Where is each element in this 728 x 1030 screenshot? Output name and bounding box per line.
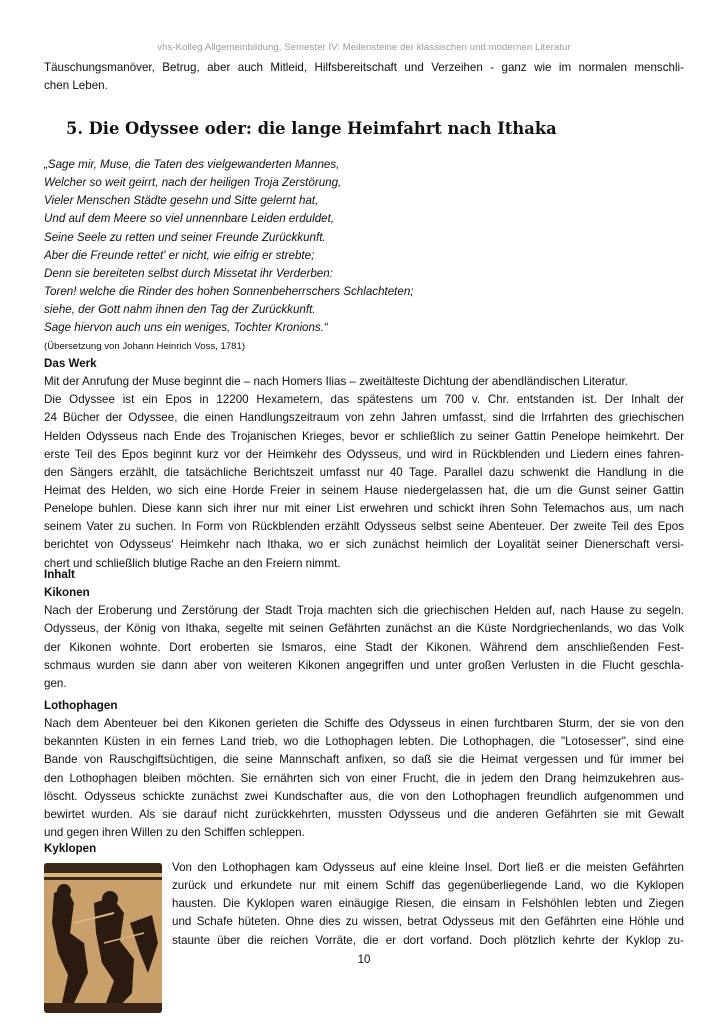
page-number: 10	[357, 954, 371, 966]
das-werk-line: Heimat des Helden, wo sich eine Horde Freier in seinem Hause niedergelassen hat, die um die Gunst seiner Gattin	[44, 484, 684, 497]
kyklopen-title-block	[44, 840, 684, 858]
poem-line: Denn sie bereiteten selbst durch Missetat ihr Verderben:	[44, 266, 333, 280]
poem-line: Seine Seele zu retten und seiner Freunde Zurückkunft.	[44, 230, 326, 244]
lothophagen-line: Nach dem Abenteuer bei den Kikonen gerieten die Schiffe des Odysseus in einen furchtbaren Sturm, der sie von den	[44, 717, 684, 731]
lothophagen-line: bewirtet wurden. Als sie darauf nicht zurückkehrten, mussten Odysseus und die anderen Gefährten sie mit Gewalt	[44, 807, 684, 821]
kyklopen-line: zurück und erkundete nur mit einem Schiff das gegenüberliegende Land, wo die Kyklopen	[172, 879, 684, 893]
kikonen-line: gen.	[44, 676, 67, 690]
inhalt-title: Inhalt	[44, 568, 75, 581]
kikonen-line: Odysseus, der König von Ithaka, segelte mit seinen Gefährten zunächst an die Küste Nordgriechenlands, wo das Volk	[44, 622, 684, 636]
poem-line: Toren! welche die Rinder des hohen Sonnenbeherrschers Schlachteten;	[44, 285, 414, 299]
das-werk-line: Mit der Anrufung der Muse beginnt die – nach Homers Ilias – zweitälteste Dichtung der abendländischen Literatur.	[44, 375, 628, 389]
das-werk-section	[44, 355, 684, 573]
das-werk-line: Penelope buhlen. Diese kann sich ihrer nur mit einer List erwehren und schickt ihren Sohn Telemachos aus, um nach	[44, 502, 684, 516]
translation-credit: (Übersetzung von Johann Heinrich Voss, 1781)	[44, 340, 246, 352]
kikonen-line: schmaus wurden sie dann aber von weiteren Kikonen angegriffen und unter großen Verlusten in die Flucht geschla-	[44, 658, 684, 672]
poem-line: Und auf dem Meere so viel unnennbare Leiden erduldet,	[44, 212, 335, 226]
lothophagen-title: Lothophagen	[44, 699, 118, 712]
lothophagen-section	[44, 697, 684, 842]
das-werk-line: seinem Vater zu suchen. In Form von Rückblenden erzählt Odysseus selbst seine Abenteuer. Der zweite Teil des Epos	[44, 520, 684, 534]
das-werk-line: erste Teil des Epos beginnt kurz vor der Heimkehr des Odysseus, und wird in Rückblenden und Liedern eines fahren-	[44, 447, 684, 461]
das-werk-line: Die Odyssee ist ein Epos in 12200 Hexametern, das spätestens um 700 v. Chr. entstanden ist. Der Inhalt der	[44, 393, 684, 407]
kyklopen-paragraph	[172, 859, 684, 950]
poem-line: Sage hiervon auch uns ein weniges, Tochter Kronions.“	[44, 321, 328, 335]
poem-line: siehe, der Gott nahm ihnen den Tag der Zurückkunft.	[44, 303, 316, 317]
kyklopen-line: Von den Lothophagen kam Odysseus auf eine kleine Insel. Dort ließ er die meisten Gefährten	[172, 861, 684, 874]
poem-line: „Sage mir, Muse, die Taten des vielgewanderten Mannes,	[44, 158, 340, 171]
kyklopen-title: Kyklopen	[44, 842, 97, 855]
section-heading: 5. Die Odyssee oder: die lange Heimfahrt nach Ithaka	[66, 119, 557, 138]
vase-illustration	[44, 863, 162, 1013]
das-werk-line: Helden Odysseus nach Ende des Trojanischen Krieges, bevor er schließlich zu seiner Gattin Penelope heimkehrt. Der	[44, 429, 684, 443]
intro-line: chen Leben.	[44, 79, 108, 93]
lothophagen-line: Bande von Rauschgiftsüchtigen, die seine Mannschaft anfixen, so daß sie die Heimat vergessen und für immer bei	[44, 753, 684, 767]
kikonen-line: Nach der Eroberung und Zerstörung der Stadt Troja machten sich die griechischen Helden auf, nach Hause zu segeln.	[44, 604, 684, 618]
poem-line: Vieler Menschen Städte gesehn und Sitte gelernt hat,	[44, 194, 319, 208]
cyclops-vase-image	[44, 863, 162, 1013]
das-werk-line: den Sängers erzählt, die tatsächliche Berichtszeit umfasst nur 40 Tage. Parallel dazu schwenkt die Handlung in die	[44, 465, 684, 479]
kyklopen-line: und Schafe hüteten. Ohne dies zu wissen, betrat Odysseus mit den Gefährten eine Höhle und	[172, 915, 684, 929]
intro-paragraph	[44, 59, 684, 95]
kikonen-line: der Kikonen wohnte. Dort eroberten sie Ismaros, eine Stadt der Kikonen. Während dem anschließenden Fest-	[44, 640, 684, 654]
das-werk-line: berichtet von Odysseus‘ Heimkehr nach Ithaka, wo er sich zunächst heimlich der Loyalität seiner Dienerschaft versi-	[44, 538, 684, 552]
kyklopen-line: hausten. Die Kyklopen waren einäugige Riesen, die einsam in Felshöhlen lebten und Ziegen	[172, 897, 684, 911]
intro-line: Täuschungsmanöver, Betrug, aber auch Mitleid, Hilfsbereitschaft und Verzeihen - ganz wie im normalen menschli-	[44, 61, 684, 74]
poem-quote	[44, 156, 684, 356]
das-werk-line: 24 Bücher der Odyssee, die einen Handlungszeitraum von zehn Jahren umfasst, sind die Irrfahrten des griechischen	[44, 411, 684, 425]
inhalt-section	[44, 566, 684, 693]
kyklopen-line: staunte über die reichen Vorräte, die er dort vorfand. Doch plötzlich kehrte der Kyklop zu-	[172, 933, 684, 947]
das-werk-title: Das Werk	[44, 357, 97, 370]
running-header: vhs-Kolleg Allgemeinbildung, Semester IV: Meilensteine der klassischen und modernen Literatur	[157, 42, 571, 53]
poem-line: Aber die Freunde rettet' er nicht, wie eifrig er strebte;	[44, 248, 315, 262]
lothophagen-line: löscht. Odysseus schickte zunächst zwei Kundschafter aus, die von den Lothophagen freundlich aufgenommen und	[44, 789, 684, 803]
kikonen-title: Kikonen	[44, 586, 90, 600]
poem-line: Welcher so weit geirrt, nach der heiligen Troja Zerstörung,	[44, 176, 342, 190]
lothophagen-line: bekannten Küsten in ein fernes Land trieb, wo die Lothophagen lebten. Die Lothophagen, die "Lotosesser", sind eine	[44, 735, 684, 749]
lothophagen-line: den Lothophagen bleiben möchten. Sie ernährten sich von einer Frucht, die in jedem den Drang heimzukehren aus-	[44, 771, 684, 785]
das-werk-line: chert und schließlich blutige Rache an den Freiern nimmt.	[44, 556, 341, 570]
lothophagen-line: und gegen ihren Willen zu den Schiffen schleppen.	[44, 825, 305, 839]
